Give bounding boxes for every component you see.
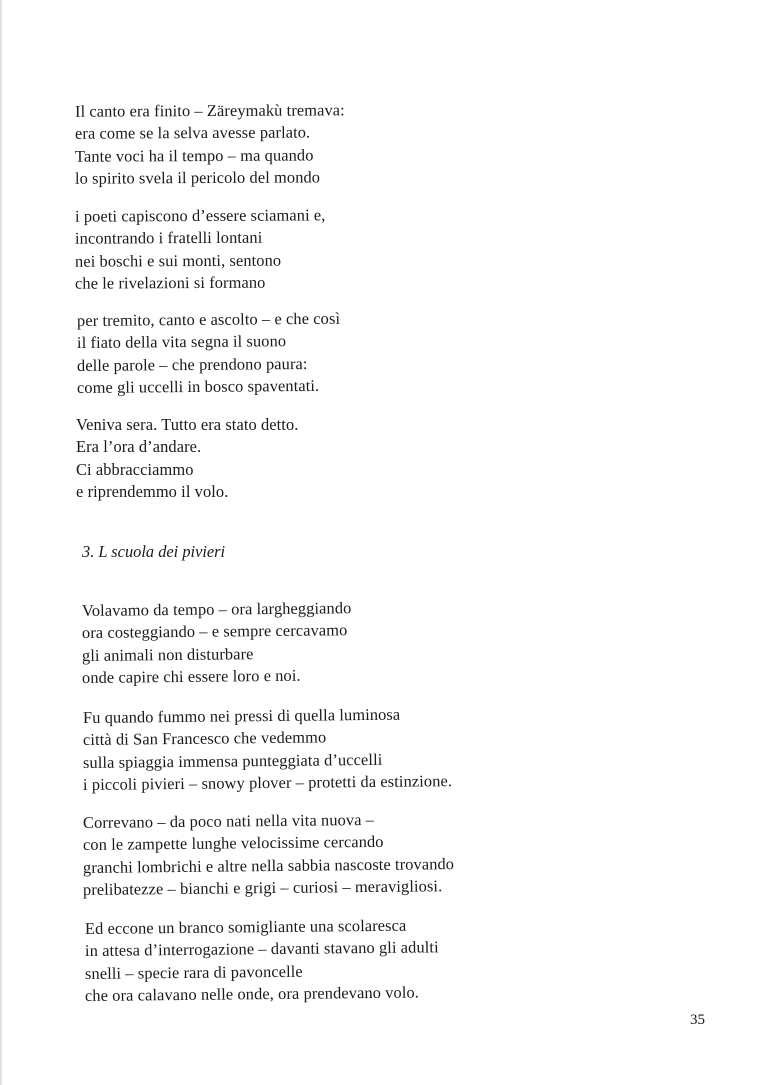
poem-line: per tremito, canto e ascolto – e che così bbox=[76, 308, 341, 330]
poem-line: Tante voci ha il tempo – ma quando bbox=[74, 145, 314, 166]
poem-line: prelibatezze – bianchi e grigi – curiosi – meravigliosi. bbox=[82, 876, 443, 899]
poem-line: come gli uccelli in bosco spaventati. bbox=[76, 375, 320, 397]
poem-line: che le rivelazioni si formano bbox=[74, 272, 266, 293]
poem-line: Ed eccone un branco somigliante una scolaresca bbox=[84, 915, 407, 938]
poem-line: sulla spiaggia immensa punteggiata d’uccelli bbox=[82, 749, 383, 772]
stanza-6 bbox=[82, 704, 453, 796]
poem-line: in attesa d’interrogazione – davanti stavano gli adulti bbox=[84, 937, 439, 961]
stanza-3 bbox=[77, 310, 340, 399]
poem-line: nei boschi e sui monti, sentono bbox=[74, 250, 282, 271]
poem-line: Ci abbracciammo bbox=[76, 459, 194, 479]
section-heading: 3. L scuola dei pivieri bbox=[82, 542, 226, 561]
poem-line: era come se la selva avesse parlato. bbox=[74, 122, 311, 144]
poem-line: città di San Francesco che vedemmo bbox=[82, 727, 327, 750]
page-number: 35 bbox=[690, 1012, 705, 1028]
poem-line: i poeti capiscono d’essere sciamani e, bbox=[74, 205, 326, 226]
poem-line: i piccoli pivieri – snowy plover – protetti da estinzione. bbox=[82, 771, 453, 794]
poem-line: onde capire chi essere loro e noi. bbox=[81, 665, 301, 687]
poem-line: che ora calavano nelle onde, ora prendevano volo. bbox=[84, 982, 420, 1005]
poem-line: snelli – specie rara di pavoncelle bbox=[84, 961, 303, 983]
poem-line: e riprendemmo il volo. bbox=[76, 481, 229, 501]
scan-edge-shadow bbox=[0, 0, 3, 1085]
poem-line: gli animali non disturbare bbox=[81, 643, 254, 665]
poem-line: Correvano – da poco nati nella vita nuova – bbox=[82, 809, 375, 832]
poem-line: Volavamo da tempo – ora largheggiando bbox=[81, 598, 352, 620]
poem-line: Veniva sera. Tutto era stato detto. bbox=[76, 415, 299, 434]
poem-line: con le zampette lunghe velocissime cercando bbox=[82, 832, 384, 855]
poem-line: granchi lombrichi e altre nella sabbia nascoste trovando bbox=[82, 853, 455, 877]
poem-line: delle parole – che prendono paura: bbox=[76, 353, 308, 375]
poem-line: Il canto era finito – Zäreymakù tremava: bbox=[74, 100, 345, 121]
stanza-4 bbox=[76, 414, 298, 503]
stanza-8 bbox=[84, 915, 439, 1007]
poem-line: il fiato della vita segna il suono bbox=[76, 331, 287, 353]
poem-line: lo spirito svela il pericolo del mondo bbox=[74, 167, 321, 188]
poem-line: ora costeggiando – e sempre cercavamo bbox=[81, 620, 348, 643]
poem-line: incontrando i fratelli lontani bbox=[74, 227, 263, 248]
stanza-2 bbox=[75, 205, 325, 294]
stanza-1 bbox=[75, 100, 345, 189]
poem-line: Era l’ora d’andare. bbox=[76, 437, 202, 457]
stanza-5 bbox=[82, 600, 351, 689]
stanza-7 bbox=[82, 809, 455, 901]
poem-line: Fu quando fummo nei pressi di quella luminosa bbox=[82, 704, 401, 727]
